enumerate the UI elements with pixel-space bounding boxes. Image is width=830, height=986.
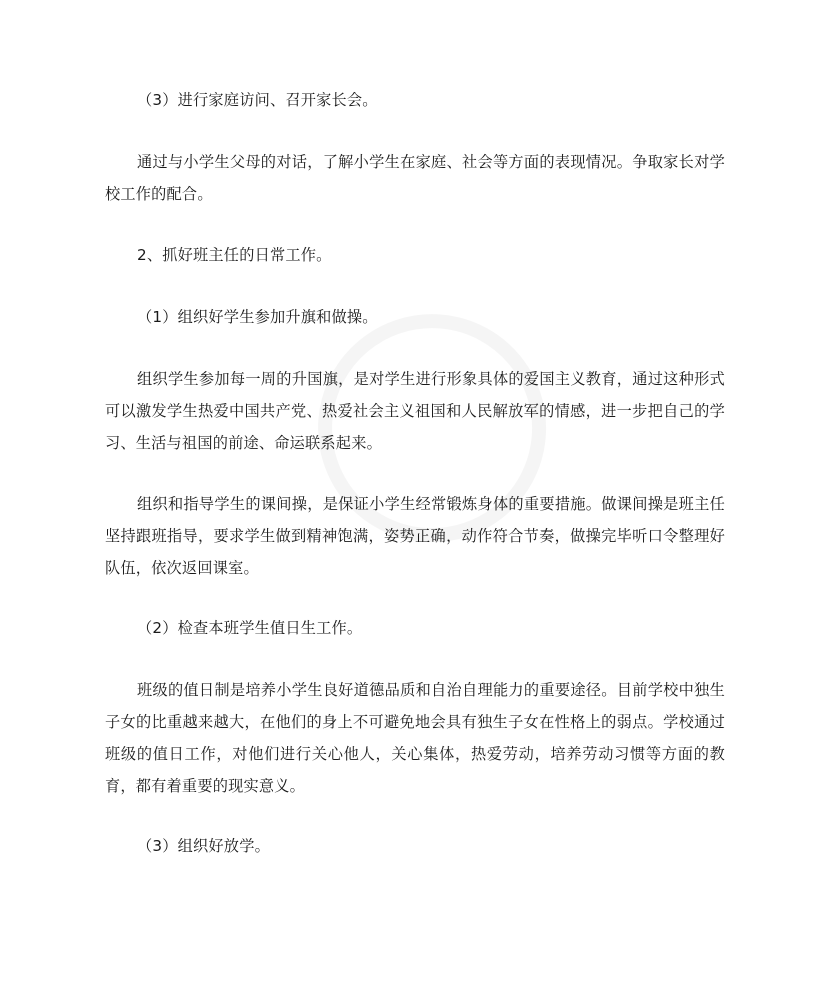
- section-heading-flag-exercise: （1）组织好学生参加升旗和做操。: [137, 308, 378, 326]
- section-heading-dismissal: （3）组织好放学。: [137, 837, 270, 855]
- section-heading-daily-work: 2、抓好班主任的日常工作。: [137, 246, 332, 264]
- paragraph-flag-raising: 组织学生参加每一周的升国旗，是对学生进行形象具体的爱国主义教育，通过这种形式可以激发学生热爱中国共产党、热爱社会主义祖国和人民解放军的情感，进一步把自己的学习、生活与祖国的前途、命运联系起来。: [105, 370, 725, 452]
- paragraph-parent-communication: 通过与小学生父母的对话，了解小学生在家庭、社会等方面的表现情况。争取家长对学校工作的配合。: [105, 153, 725, 203]
- section-heading-duty-check: （2）检查本班学生值日生工作。: [137, 619, 363, 637]
- paragraph-break-exercise: 组织和指导学生的课间操，是保证小学生经常锻炼身体的重要措施。做课间操是班主任坚持跟班指导，要求学生做到精神饱满，姿势正确，动作符合节奏，做操完毕听口令整理好队伍，依次返回课室。: [105, 495, 725, 577]
- paragraph-duty-system: 班级的值日制是培养小学生良好道德品质和自治自理能力的重要途径。目前学校中独生子女的比重越来越大，在他们的身上不可避免地会具有独生子女在性格上的弱点。学校通过班级的值日工作，对他们进行关心他人，关心集体，热爱劳动，培养劳动习惯等方面的教育，都有着重要的现实意义。: [105, 681, 725, 795]
- section-heading-home-visit: （3）进行家庭访问、召开家长会。: [137, 91, 378, 109]
